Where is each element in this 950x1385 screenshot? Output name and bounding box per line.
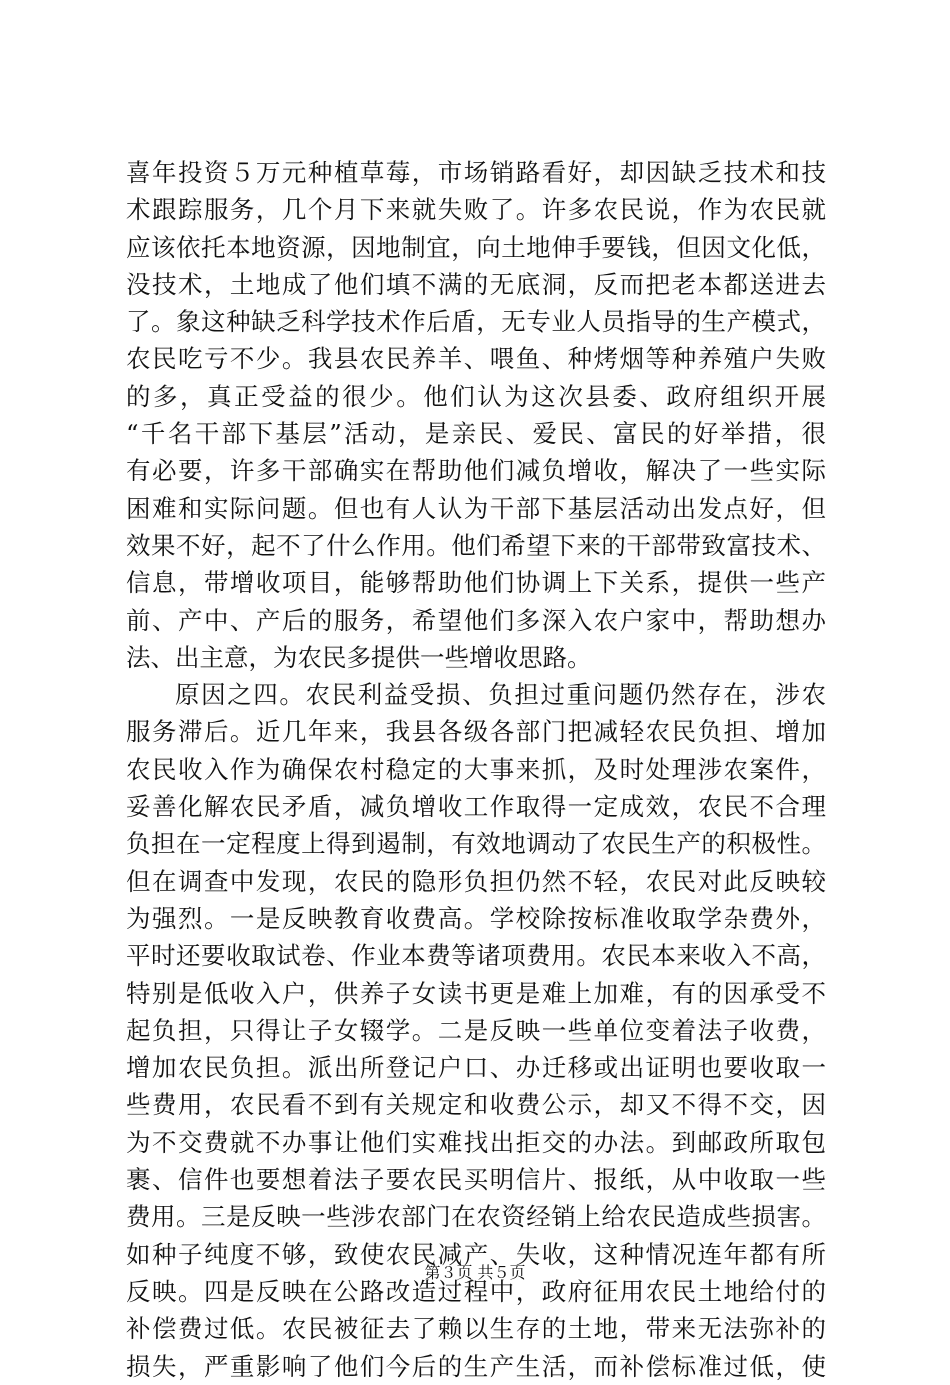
text-line: 的多，真正受益的很少。他们认为这次县委、政府组织开展 [126,381,826,411]
text-line: 前、产中、产后的服务，希望他们多深入农户家中，帮助想办 [126,605,826,635]
text-line: “千名干部下基层”活动，是亲民、爱民、富民的好举措，很 [126,419,826,449]
text-line: 为强烈。一是反映教育收费高。学校除按标准收取学杂费外， [126,903,826,933]
text-line: 没技术，土地成了他们填不满的无底洞，反而把老本都送进去 [126,269,826,299]
text-line: 法、出主意，为农民多提供一些增收思路。 [126,642,592,672]
text-line: 反映。四是反映在公路改造过程中，政府征用农民土地给付的 [126,1276,826,1306]
text-line: 平时还要收取试卷、作业本费等诸项费用。农民本来收入不高， [126,941,826,971]
page-number-footer: 第３页 共５页 [424,1263,526,1282]
text-line: 农民收入作为确保农村稳定的大事来抓，及时处理涉农案件， [126,754,826,784]
text-line: 信息，带增收项目，能够帮助他们协调上下关系，提供一些产 [126,568,826,598]
text-line: 补偿费过低。农民被征去了赖以生存的土地，带来无法弥补的 [126,1314,826,1344]
text-line: 负担在一定程度上得到遏制，有效地调动了农民生产的积极性。 [126,829,826,859]
text-line: 有必要，许多干部确实在帮助他们减负增收，解决了一些实际 [126,456,826,486]
text-line: 服务滞后。近几年来，我县各级各部门把减轻农民负担、增加 [126,717,826,747]
text-line: 特别是低收入户，供养子女读书更是难上加难，有的因承受不 [126,978,826,1008]
text-line: 增加农民负担。派出所登记户口、办迁移或出证明也要收取一 [126,1053,826,1083]
text-line: 裹、信件也要想着法子要农民买明信片、报纸，从中收取一些 [126,1165,826,1195]
text-line: 效果不好，起不了什么作用。他们希望下来的干部带致富技术、 [126,530,826,560]
document-body [126,154,826,1385]
text-line: 术跟踪服务，几个月下来就失败了。许多农民说，作为农民就 [126,195,826,225]
text-line: 农民吃亏不少。我县农民养羊、喂鱼、种烤烟等种养殖户失败 [126,344,826,374]
text-line: 应该依托本地资源，因地制宜，向土地伸手要钱，但因文化低， [126,232,826,262]
text-line: 损失，严重影响了他们今后的生产生活，而补偿标准过低，使 [126,1351,826,1381]
text-line: 些费用，农民看不到有关规定和收费公示，却又不得不交，因 [126,1090,826,1120]
text-line: 了。象这种缺乏科学技术作后盾，无专业人员指导的生产模式， [126,307,826,337]
text-line: 喜年投资５万元种植草莓，市场销路看好，却因缺乏技术和技 [126,158,826,187]
text-line: 如种子纯度不够，致使农民减产、失收，这种情况连年都有所 [126,1239,826,1269]
text-line: 妥善化解农民矛盾，减负增收工作取得一定成效，农民不合理 [126,792,826,822]
paragraph-start-line: 原因之四。农民利益受损、负担过重问题仍然存在，涉农 [175,680,826,710]
text-line: 费用。三是反映一些涉农部门在农资经销上给农民造成些损害。 [126,1202,826,1232]
text-line: 起负担，只得让子女辍学。二是反映一些单位变着法子收费， [126,1015,826,1045]
text-line: 为不交费就不办事让他们实难找出拒交的办法。到邮政所取包 [126,1127,826,1157]
text-line: 但在调查中发现，农民的隐形负担仍然不轻，农民对此反映较 [126,866,826,896]
text-line: 困难和实际问题。但也有人认为干部下基层活动出发点好，但 [126,493,826,523]
